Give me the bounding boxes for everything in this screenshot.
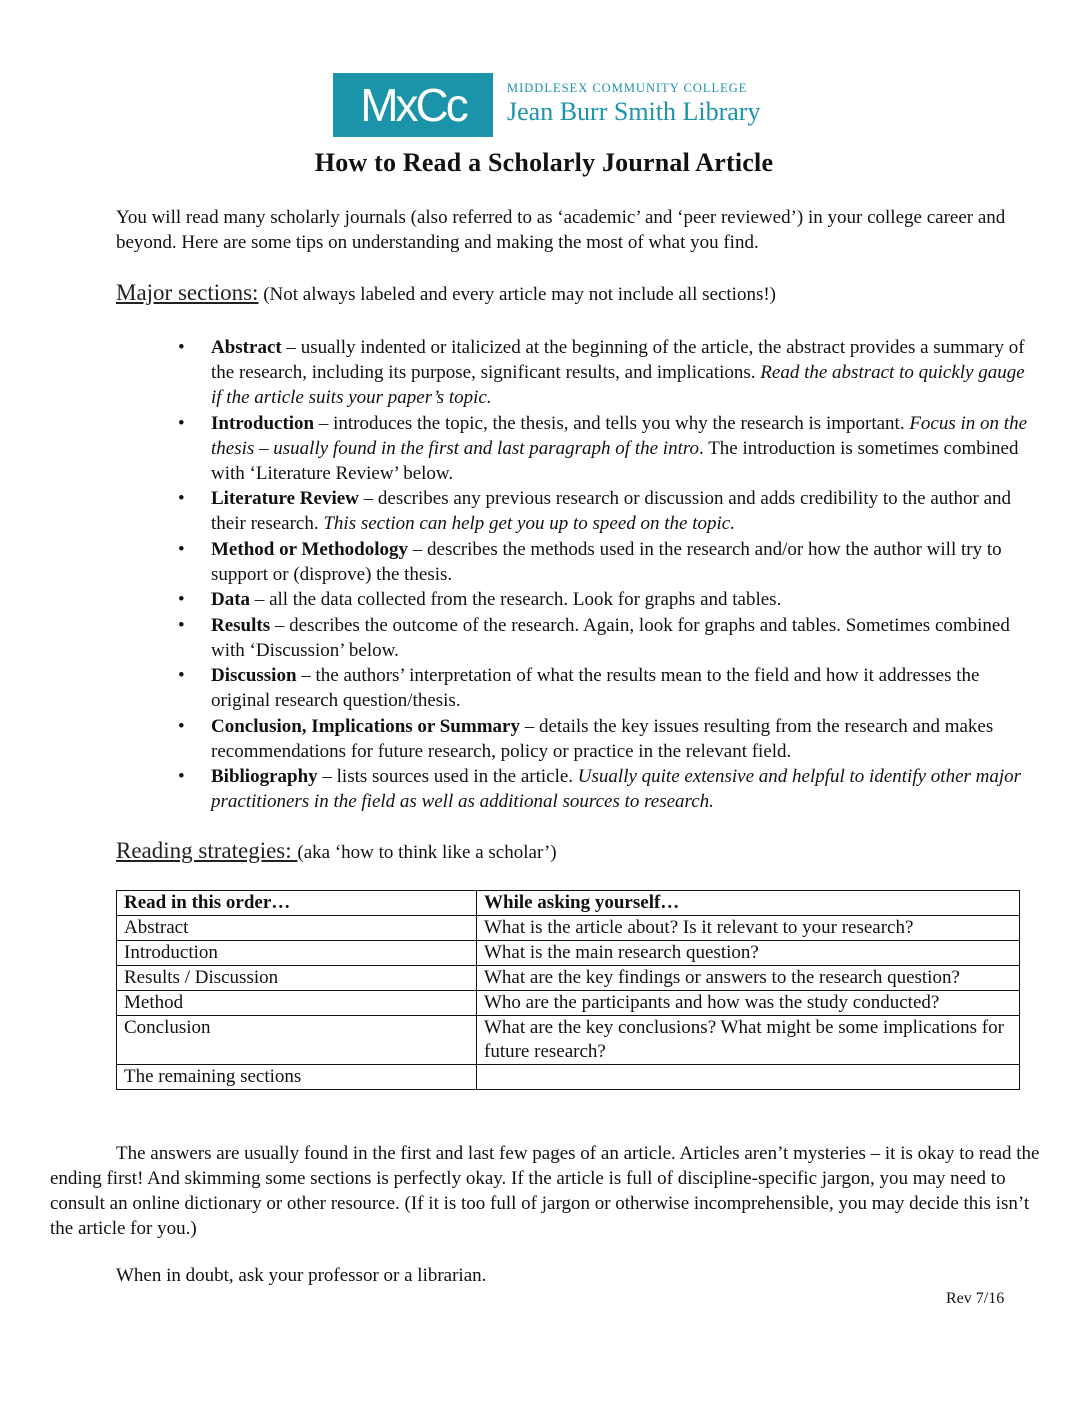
section-term: Literature Review — [211, 488, 359, 509]
table-cell: What are the key findings or answers to the research question? — [477, 966, 1020, 991]
table-row — [117, 916, 1020, 941]
table-row — [117, 966, 1020, 991]
table-cell: Conclusion — [117, 1016, 477, 1065]
section-term: Bibliography — [211, 766, 318, 787]
major-sections-heading — [116, 280, 776, 306]
list-item — [175, 663, 1035, 713]
section-tip: Focus in on the thesis – usually found in the first and last paragraph of the intro — [211, 412, 1028, 459]
college-name: MIDDLESEX COMMUNITY COLLEGE — [507, 81, 748, 95]
section-description: – introduces the topic, the thesis, and tells you why the research is important. — [314, 412, 910, 434]
section-term: Results — [211, 614, 271, 636]
list-item — [175, 613, 1035, 663]
table-cell — [477, 1065, 1020, 1090]
logo-mark: MxCc — [333, 73, 493, 137]
table-cell: Introduction — [117, 941, 477, 966]
major-sections-note: (Not always labeled and every article may not include all sections!) — [263, 284, 777, 305]
section-description: – describes the outcome of the research. Again, look for graphs and tables. Sometimes combined with ‘Discussion’ below. — [211, 614, 1010, 661]
major-sections-title: Major sections: — [116, 280, 259, 305]
bullet-icon: • — [178, 715, 185, 737]
list-item — [175, 411, 1035, 486]
section-description: – describes the methods used in the research and/or how the author will try to support or (disprove) the thesis. — [211, 538, 1002, 585]
table-cell: Abstract — [117, 916, 477, 941]
list-item — [175, 537, 1035, 587]
section-description-cont: . The introduction is sometimes combined with ‘Literature Review’ below. — [211, 437, 1019, 484]
section-term: Discussion — [211, 665, 297, 686]
bullet-icon: • — [178, 766, 185, 787]
reading-order-table — [116, 890, 1020, 1090]
library-name: Jean Burr Smith Library — [507, 97, 761, 126]
table-cell: Read in this order… — [117, 891, 477, 916]
section-term: Abstract — [211, 337, 282, 358]
page-title: How to Read a Scholarly Journal Article — [314, 148, 774, 177]
closing-paragraph-text: The answers are usually found in the first and last few pages of an article. Articles aren’t mysteries – it is okay to read the ending first! And skimming some sections is perfectly okay. If the article is full of discipline-specific jargon, you may need to consult an online dictionary or other resource. (If it is too full of jargon or otherwise incomprehensible, you may decide this isn’t the article for you.) — [50, 1143, 1040, 1239]
list-item — [175, 764, 1035, 814]
table-cell: What are the key conclusions? What might be some implications for future research? — [477, 1016, 1020, 1065]
bullet-icon: • — [178, 488, 185, 509]
table-row — [117, 941, 1020, 966]
section-description: – details the key issues resulting from the research and makes recommendations for future research, policy or practice in the relevant field. — [211, 715, 994, 762]
section-tip: Read the abstract to quickly gauge if the article suits your paper’s topic. — [211, 362, 1025, 408]
bullet-icon: • — [178, 614, 185, 636]
table-cell: Who are the participants and how was the study conducted? — [477, 991, 1020, 1016]
bullet-icon: • — [178, 412, 185, 434]
section-description: – describes any previous research or discussion and adds credibility to the author and their research. — [211, 488, 1012, 534]
section-term: Introduction — [211, 412, 315, 434]
library-logo — [333, 73, 773, 137]
bullet-icon: • — [178, 589, 185, 610]
intro-paragraph: You will read many scholarly journals (also referred to as ‘academic’ and ‘peer reviewed’) in your college career and beyond. Here are some tips on understanding and making the most of what you find. — [116, 207, 1006, 253]
section-tip: This section can help get you up to speed on the topic. — [323, 513, 735, 534]
table-cell: What is the main research question? — [477, 941, 1020, 966]
list-item — [175, 587, 1035, 612]
table-row — [117, 991, 1020, 1016]
bullet-icon: • — [178, 337, 185, 358]
table-header-row — [117, 891, 1020, 916]
section-description: – the authors’ interpretation of what the results mean to the field and how it addresses the original research question/thesis. — [211, 665, 980, 711]
table-cell: Results / Discussion — [117, 966, 477, 991]
section-description: – lists sources used in the article. — [317, 766, 578, 787]
section-tip: Usually quite extensive and helpful to identify other major practitioners in the field as well as additional sources to research. — [211, 766, 1022, 812]
reading-strategies-heading — [116, 838, 557, 864]
reading-strategies-note: (aka ‘how to think like a scholar’) — [297, 842, 557, 863]
bullet-icon: • — [178, 538, 185, 560]
table-row — [117, 1016, 1020, 1065]
section-description: – all the data collected from the research. Look for graphs and tables. — [250, 589, 782, 610]
table-row — [117, 1065, 1020, 1090]
section-description: – usually indented or italicized at the beginning of the article, the abstract provides a summary of the research, including its purpose, significant results, and implications. — [211, 337, 1025, 383]
reading-strategies-title: Reading strategies: — [116, 838, 298, 863]
list-item — [175, 486, 1035, 536]
section-term: Data — [211, 589, 251, 610]
closing-paragraph — [50, 1141, 1040, 1241]
doubt-line: When in doubt, ask your professor or a librarian. — [116, 1265, 487, 1286]
section-term: Method or Methodology — [211, 538, 409, 560]
table-cell: What is the article about? Is it relevant to your research? — [477, 916, 1020, 941]
section-term: Conclusion, Implications or Summary — [211, 715, 520, 737]
table-cell: While asking yourself… — [477, 891, 1020, 916]
list-item — [175, 714, 1035, 764]
table-cell: The remaining sections — [117, 1065, 477, 1090]
sections-list — [175, 335, 1035, 815]
bullet-icon: • — [178, 665, 185, 686]
table-cell: Method — [117, 991, 477, 1016]
list-item — [175, 335, 1035, 410]
revision-label: Rev 7/16 — [946, 1290, 1005, 1307]
